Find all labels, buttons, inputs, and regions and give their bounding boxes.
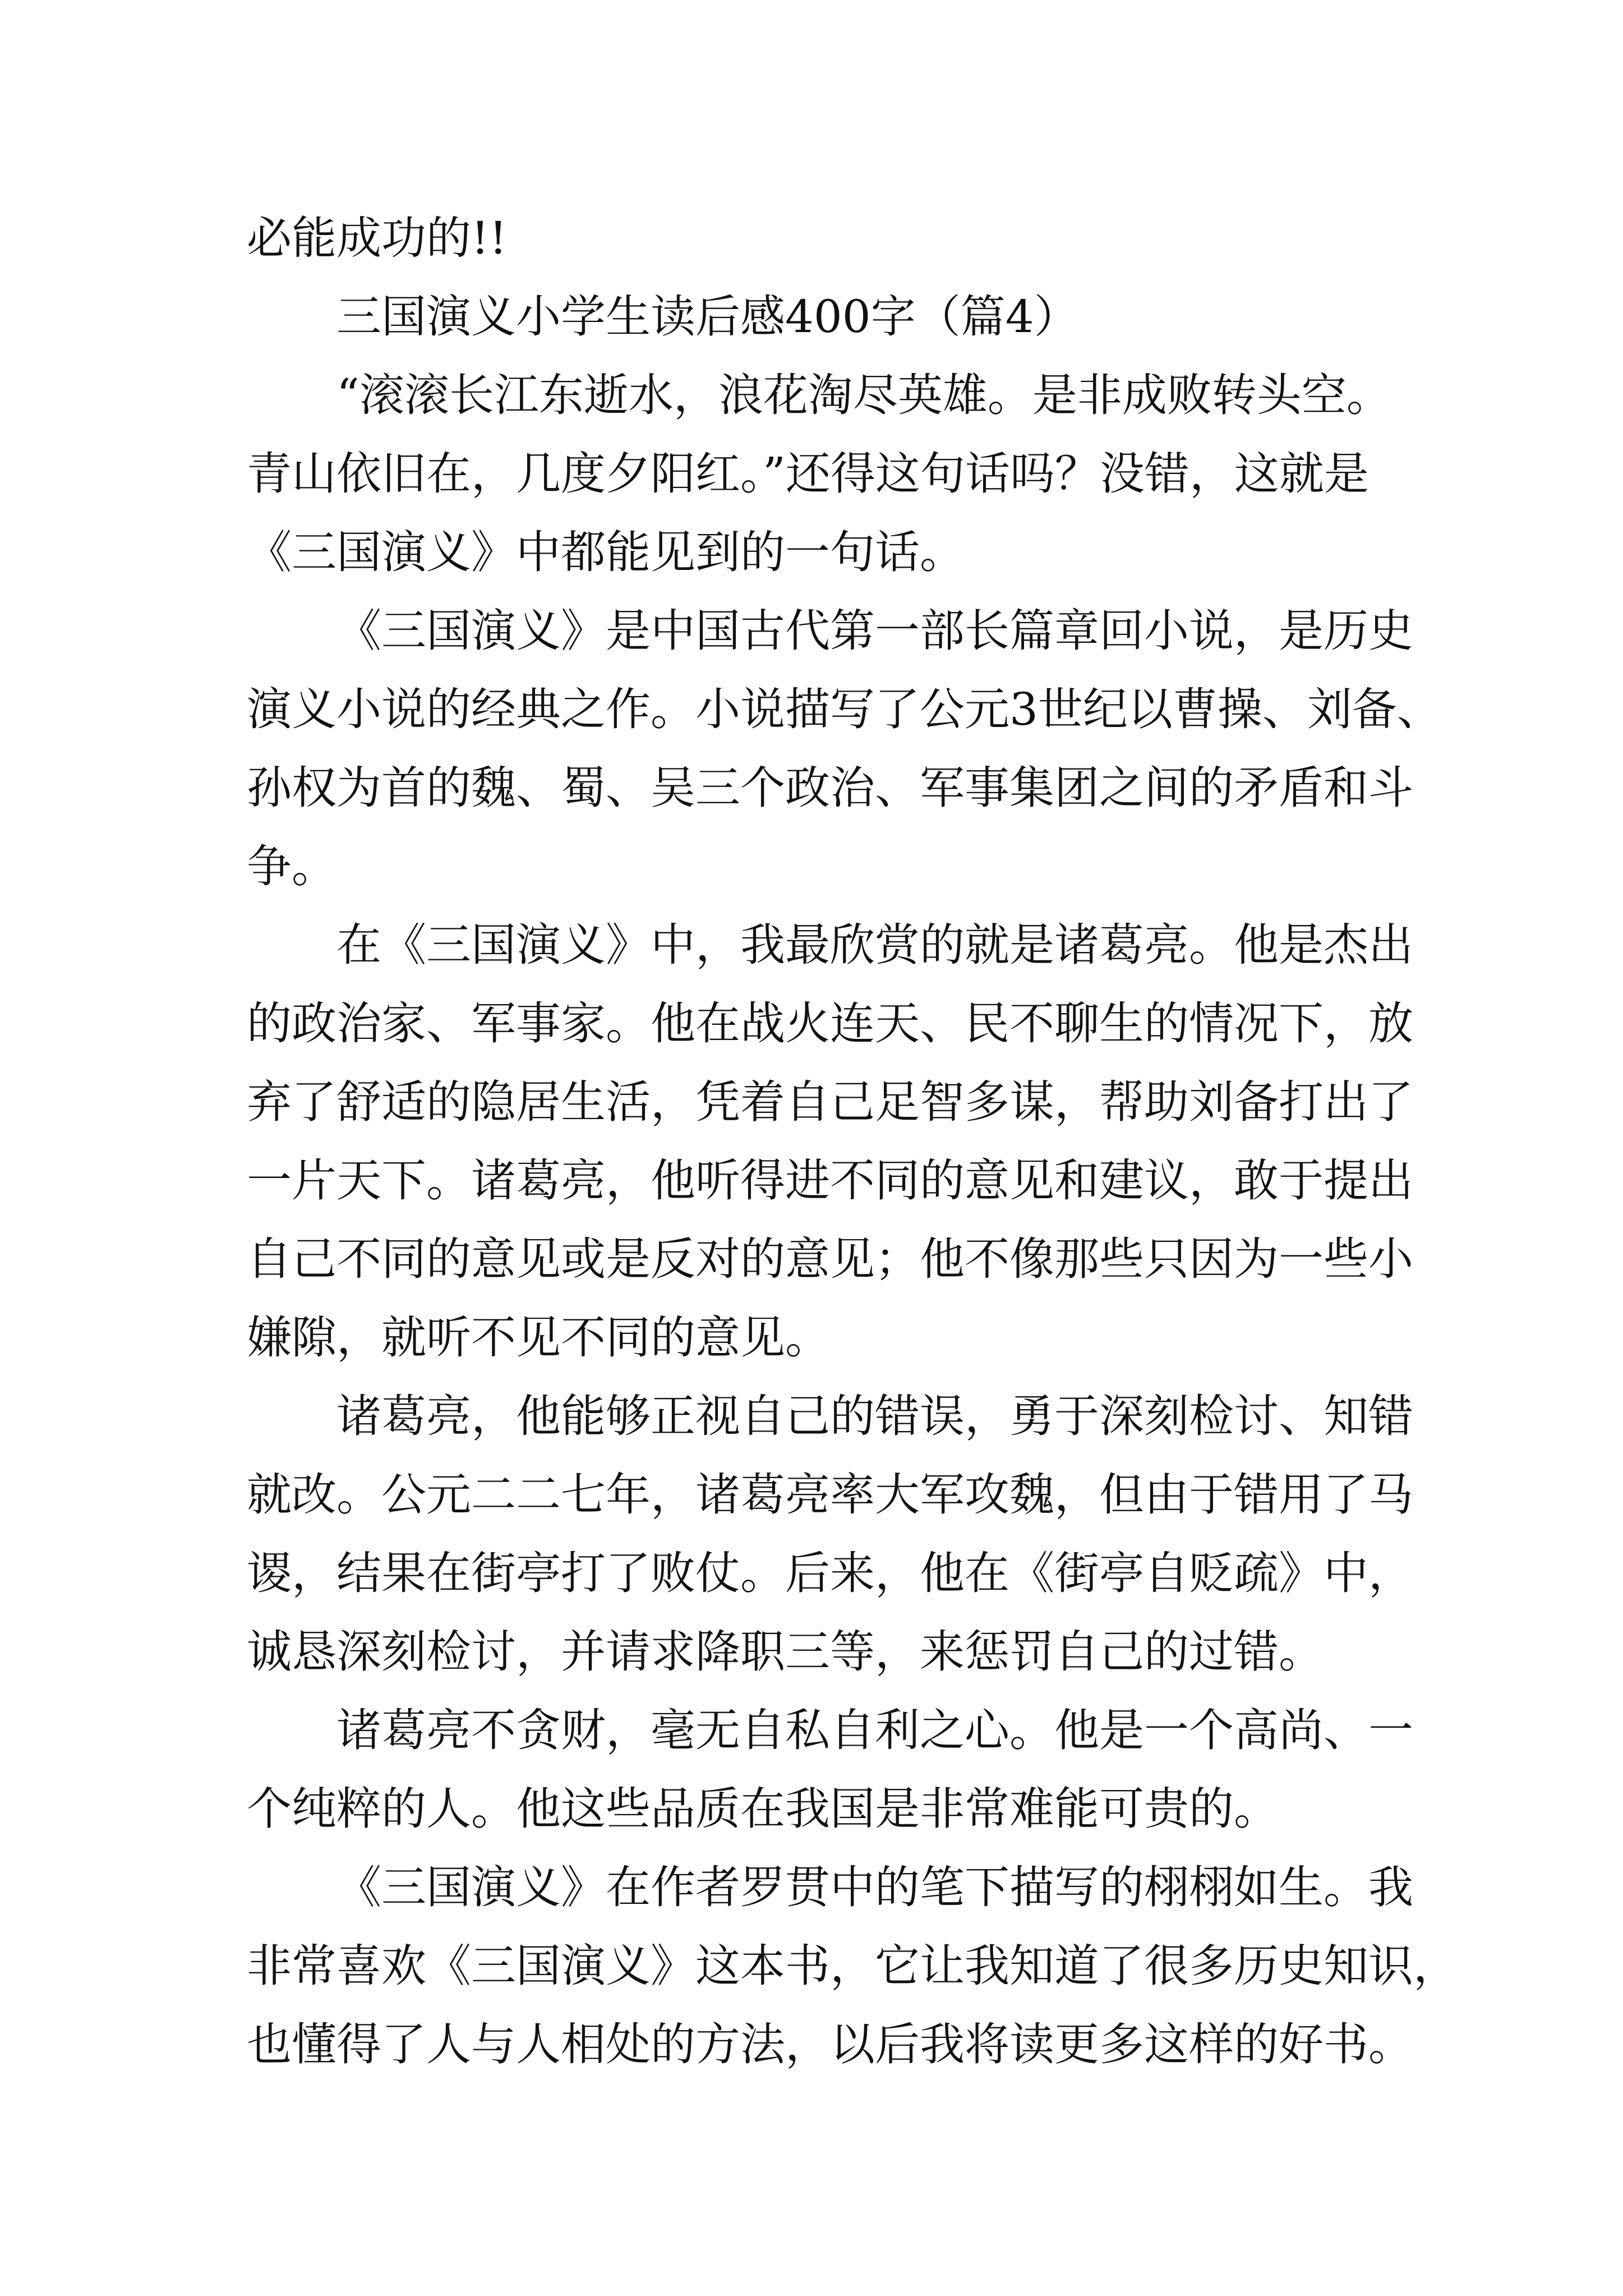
- text-line: 在《三国演义》中，我最欣赏的就是诸葛亮。他是杰出: [336, 919, 1413, 971]
- text-line: 谡，结果在街亭打了败仗。后来，他在《街亭自贬疏》中，: [247, 1547, 1413, 1599]
- text-line: 就改。公元二二七年，诸葛亮率大军攻魏，但由于错用了马: [247, 1469, 1413, 1521]
- text-line: 也懂得了人与人相处的方法，以后我将读更多这样的好书。: [247, 2018, 1413, 2070]
- document-body: [247, 199, 1458, 2084]
- text-line: 自己不同的意见或是反对的意见；他不像那些只因为一些小: [247, 1233, 1413, 1285]
- text-line: 嫌隙，就听不见不同的意见。: [247, 1312, 830, 1364]
- text-line: 青山依旧在，几度夕阳红。”还得这句话吗？没错，这就是: [247, 448, 1369, 500]
- text-line: 一片天下。诸葛亮，他听得进不同的意见和建议，敢于提出: [247, 1154, 1413, 1207]
- text-line: 非常喜欢《三国演义》这本书，它让我知道了很多历史知识，: [247, 1940, 1458, 1992]
- text-line: 必能成功的!!: [247, 212, 508, 264]
- text-line: 《三国演义》在作者罗贯中的笔下描写的栩栩如生。我: [336, 1861, 1413, 1913]
- text-line: 诸葛亮不贪财，毫无自私自利之心。他是一个高尚、一: [336, 1704, 1413, 1756]
- text-line: 弃了舒适的隐居生活，凭着自己足智多谋，帮助刘备打出了: [247, 1076, 1413, 1128]
- text-line: 诸葛亮，他能够正视自己的错误，勇于深刻检讨、知错: [336, 1390, 1413, 1442]
- text-line: 孙权为首的魏、蜀、吴三个政治、军事集团之间的矛盾和斗: [247, 762, 1413, 814]
- text-line: 个纯粹的人。他这些品质在我国是非常难能可贵的。: [247, 1783, 1279, 1835]
- text-line: 诚恳深刻检讨，并请求降职三等，来惩罚自己的过错。: [247, 1626, 1324, 1678]
- text-line: 争。: [247, 840, 336, 892]
- text-line: 《三国演义》是中国古代第一部长篇章回小说，是历史: [336, 605, 1413, 657]
- essay-heading: 三国演义小学生读后感400字（篇4）: [336, 291, 1079, 343]
- text-line: 的政治家、军事家。他在战火连天、民不聊生的情况下，放: [247, 997, 1413, 1050]
- text-line: “滚滚长江东逝水，浪花淘尽英雄。是非成败转头空。: [336, 369, 1391, 421]
- text-line: 演义小说的经典之作。小说描写了公元3世纪以曹操、刘备、: [247, 683, 1442, 735]
- text-line: 《三国演义》中都能见到的一句话。: [247, 526, 965, 578]
